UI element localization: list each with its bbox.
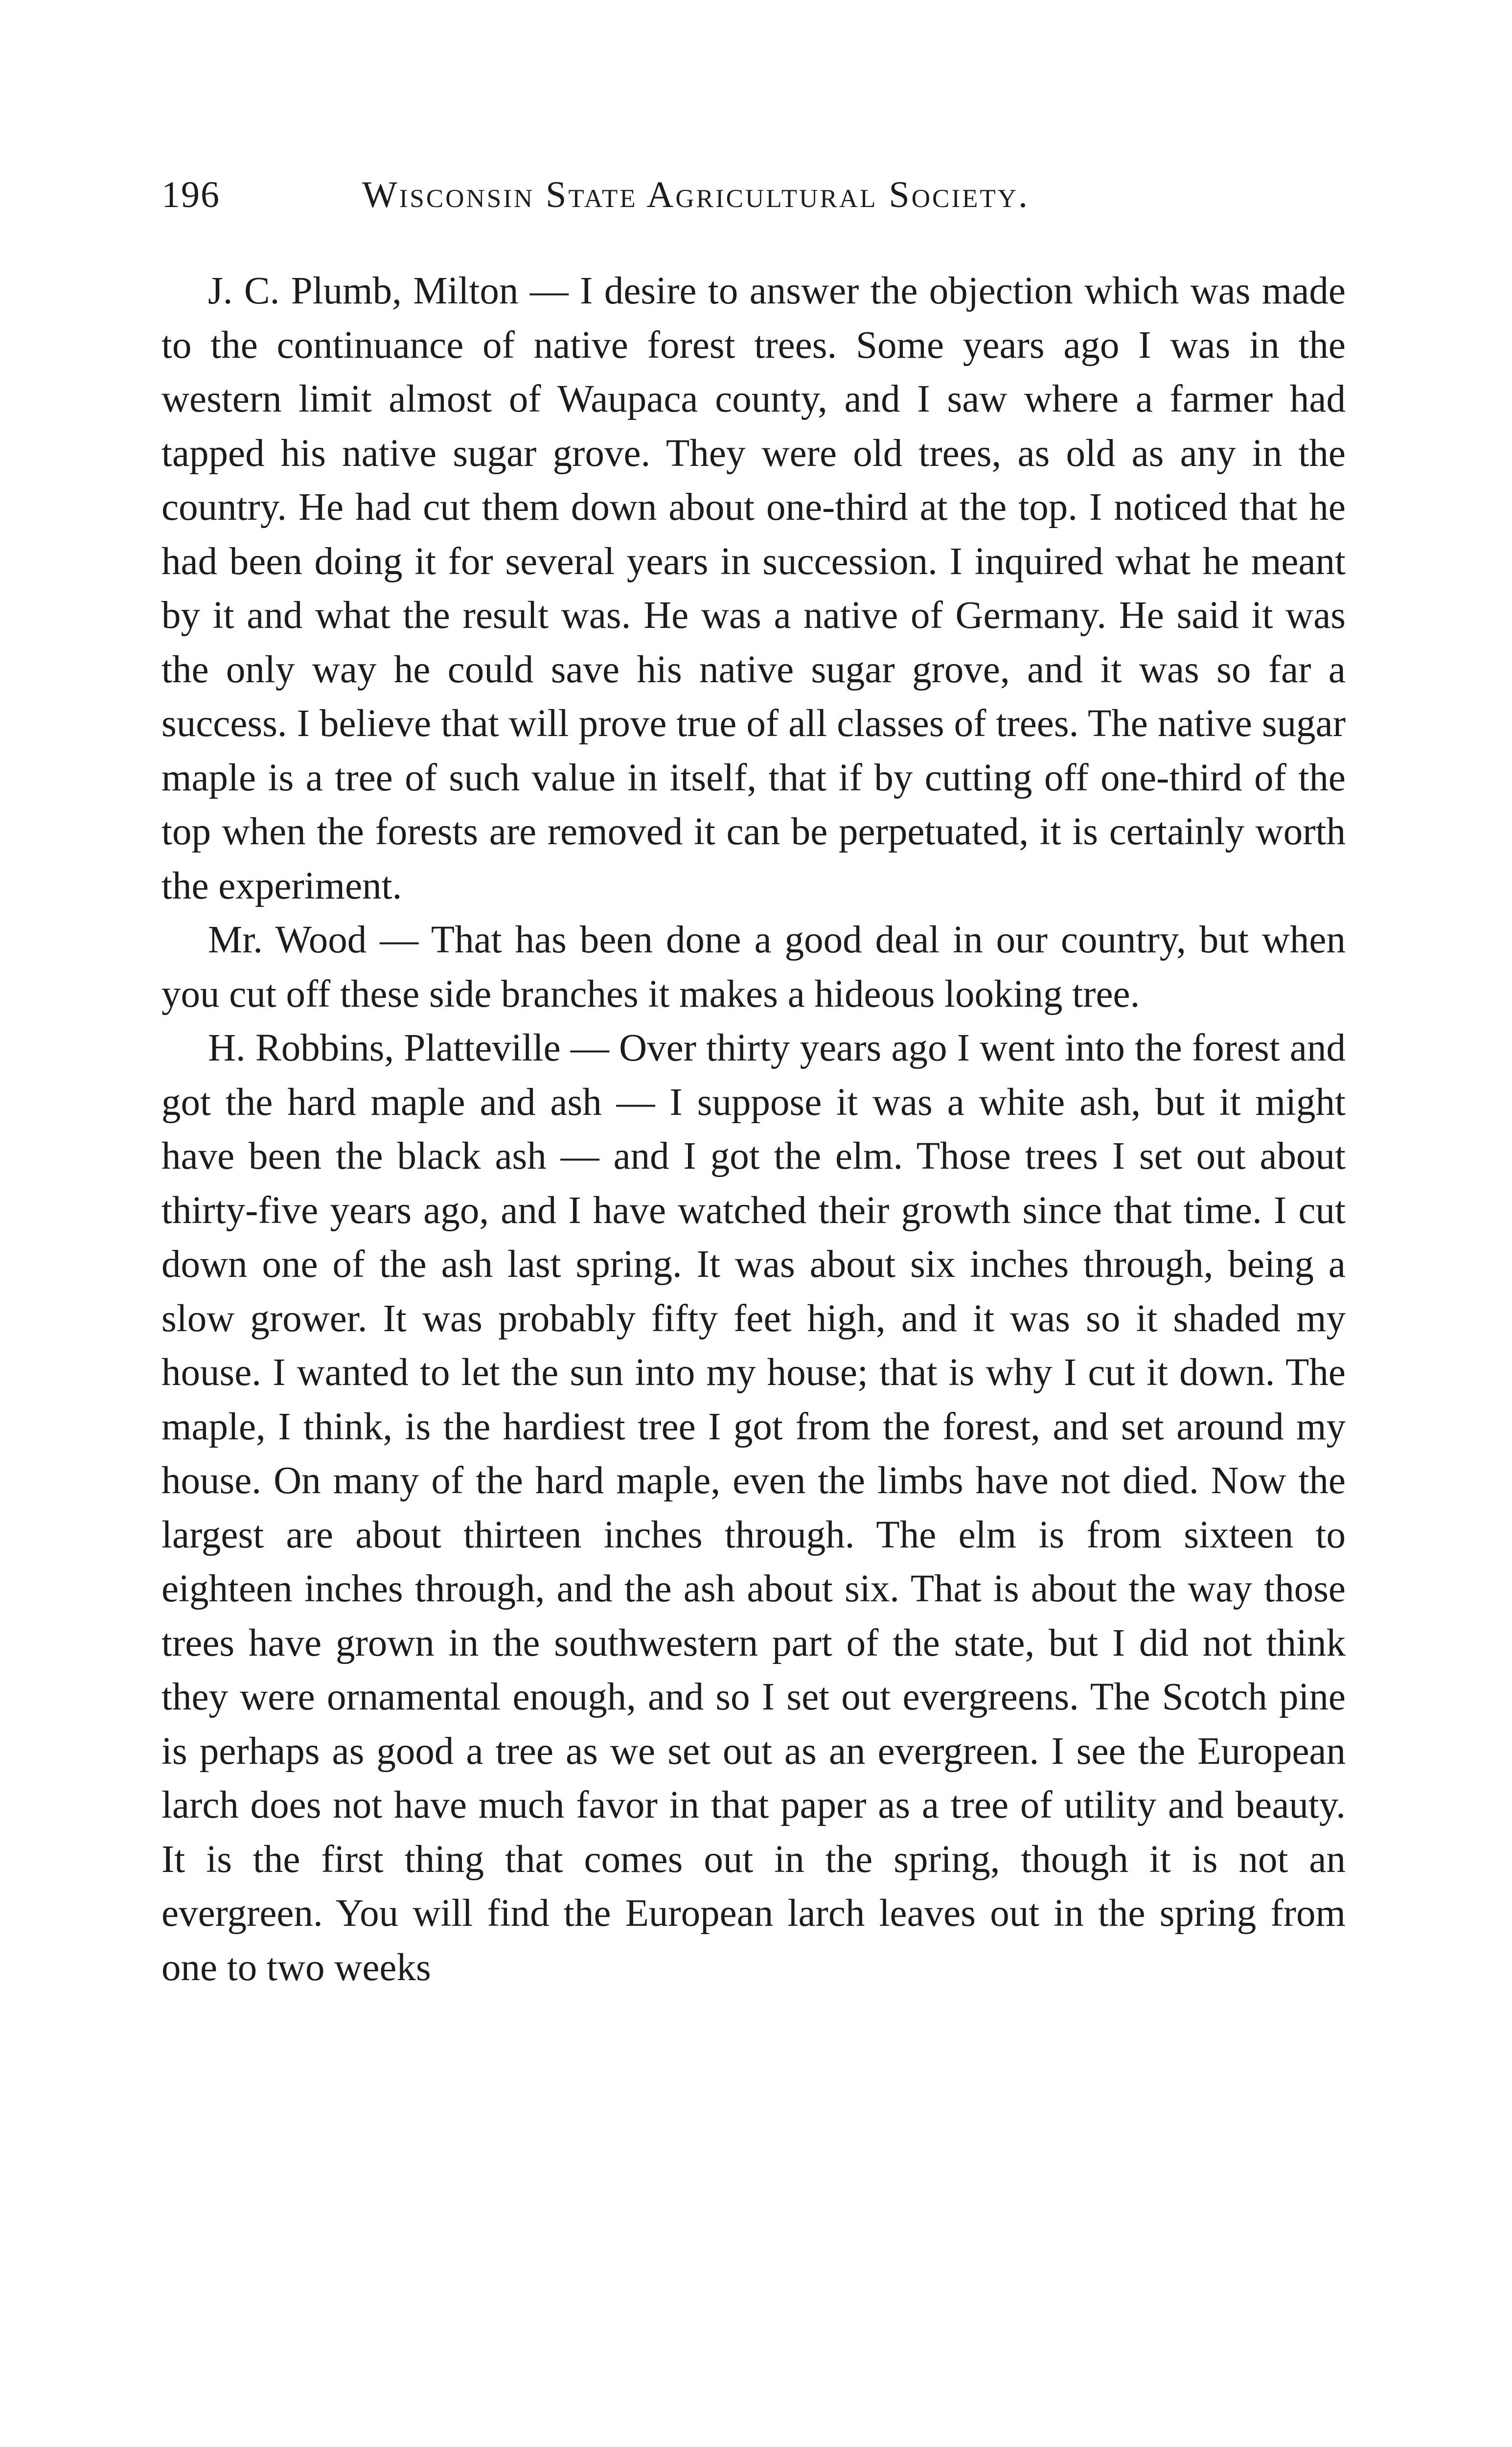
running-head: Wisconsin State Agricultural Society. <box>362 174 1030 215</box>
page-number: 196 <box>161 174 220 215</box>
paragraph-wood: Mr. Wood — That has been done a good deal in our country, but when you cut off these side branches it makes a hideous looking tree. <box>161 919 1346 1016</box>
body-text <box>161 264 1346 2330</box>
paragraph-plumb: J. C. Plumb, Milton — I desire to answer the objection which was made to the continuance of native forest trees. Some years ago I was in the western limit almost of Waupaca county, and I saw where a farmer had tapped his native sugar grove. They were old trees, as old as any in the country. He had cut them down about one-third at the top. I noticed that he had been doing it for several years in succession. I inquired what he meant by it and what the result was. He was a native of Germany. He said it was the only way he could save his native sugar grove, and it was so far a success. I believe that will prove true of all classes of trees. The native sugar maple is a tree of such value in itself, that if by cutting off one-third of the top when the forests are removed it can be perpetuated, it is certainly worth the experiment. <box>161 270 1346 907</box>
paragraph-robbins: H. Robbins, Platteville — Over thirty years ago I went into the forest and got the hard maple and ash — I suppose it was a white ash, but it might have been the black ash — and I got the elm. Those trees I set out about thirty-five years ago, and I have watched their growth since that time. I cut down one of the ash last spring. It was about six inches through, being a slow grower. It was probably fifty feet high, and it was so it shaded my house. I wanted to let the sun into my house; that is why I cut it down. The maple, I think, is the hardiest tree I got from the forest, and set around my house. On many of the hard maple, even the limbs have not died. Now the largest are about thirteen inches through. The elm is from sixteen to eighteen inches through, and the ash about six. That is about the way those trees have grown in the southwestern part of the state, but I did not think they were ornamental enough, and so I set out evergreens. The Scotch pine is perhaps as good a tree as we set out as an evergreen. I see the European larch does not have much favor in that paper as a tree of utility and beauty. It is the first thing that comes out in the spring, though it is not an evergreen. You will find the European larch leaves out in the spring from one to two weeks <box>161 1027 1346 1989</box>
page-header <box>161 174 1355 228</box>
